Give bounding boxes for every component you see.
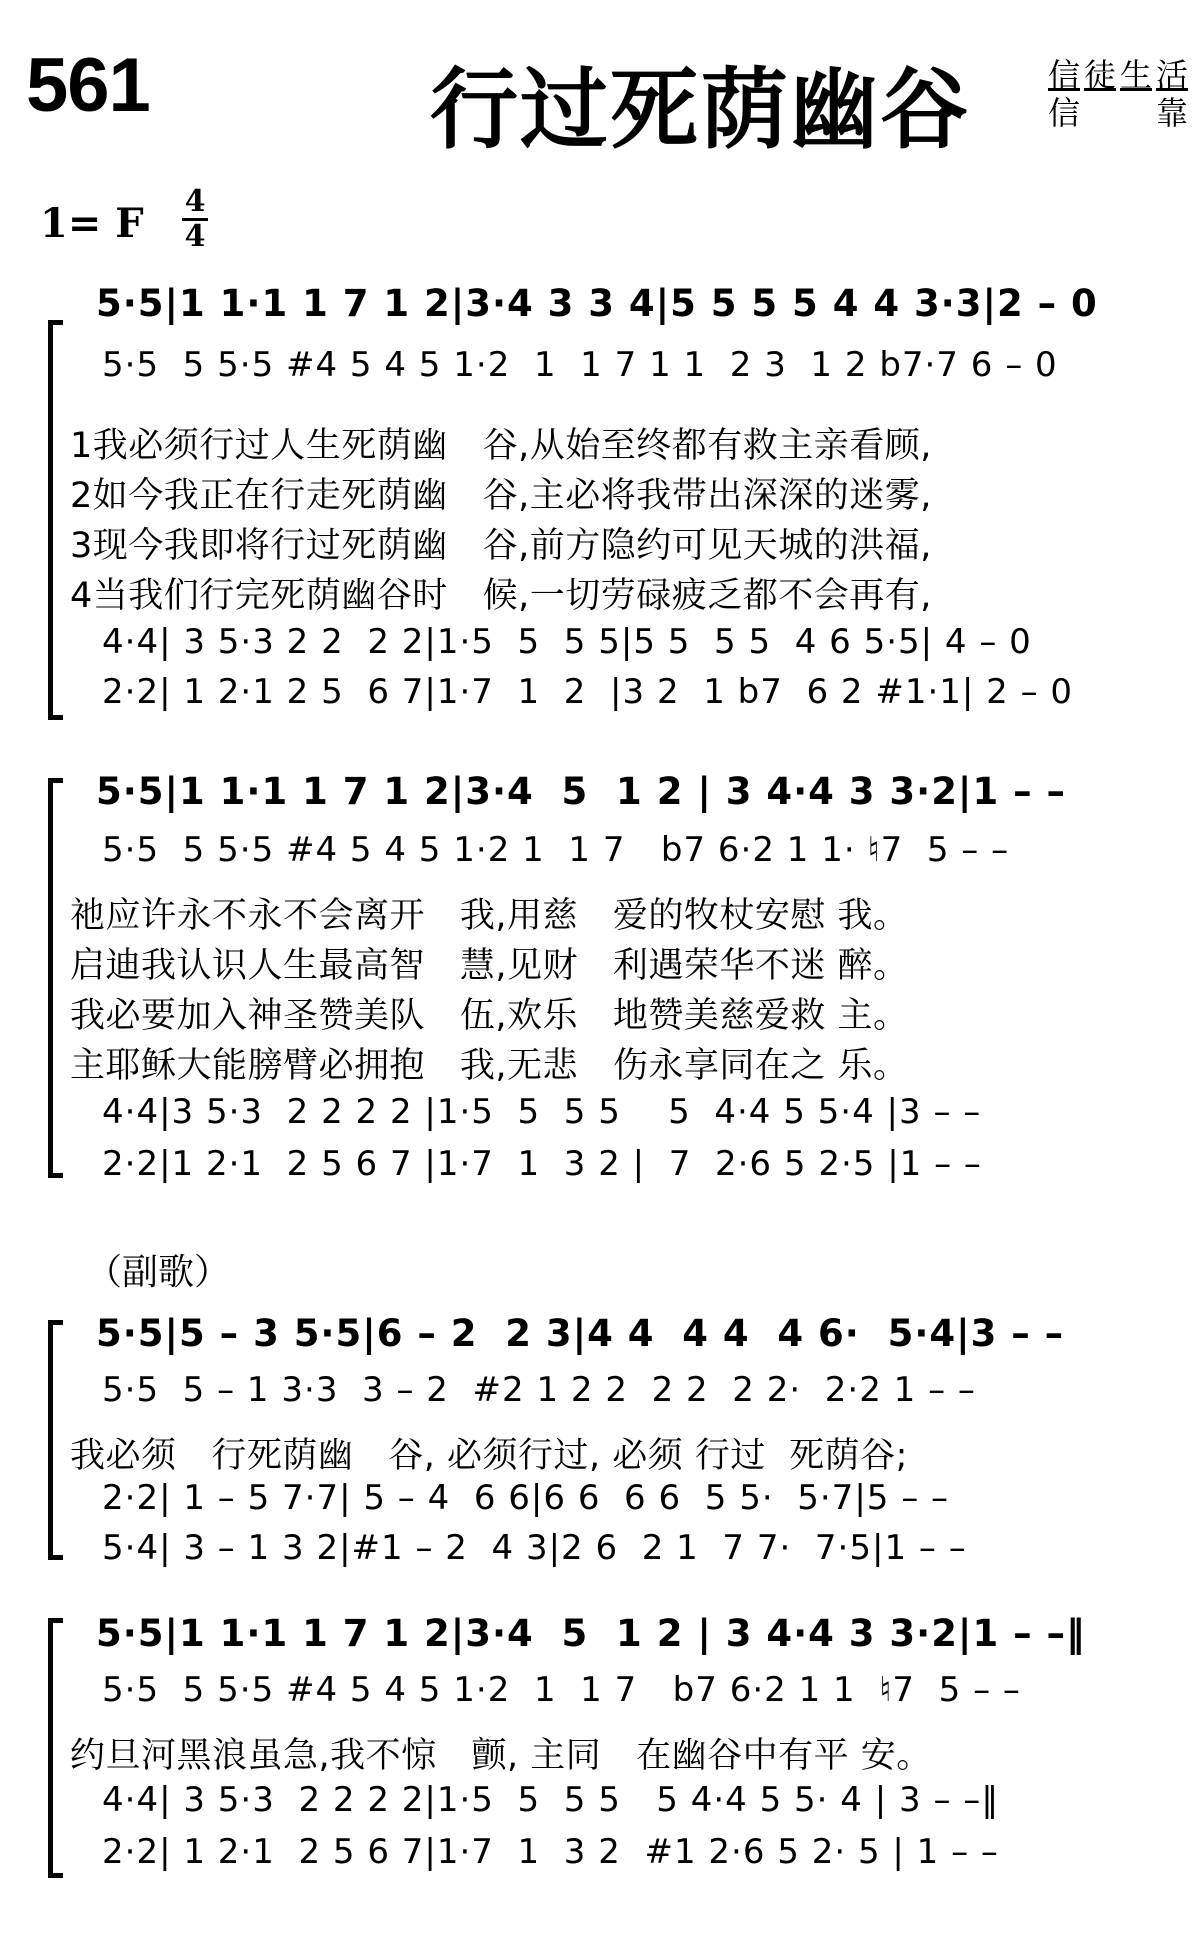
tenor-line: 4·4| 3 5·3 2 2 2 2|1·5 5 5 5 5 4·4 5 5· 4 | 3 – –‖ <box>102 1780 1000 1820</box>
hymn-number: 561 <box>26 43 150 128</box>
melody-line: 5·5|1 1·1 1 7 1 2|3·4 5 1 2 | 3 4·4 3 3·2|1 – – <box>96 770 1066 813</box>
key-signature: 1= F <box>40 200 144 247</box>
words-credit: 信 徒 生 活 <box>1048 56 1188 94</box>
credits <box>1048 56 1188 132</box>
system-brace <box>48 778 63 1178</box>
lyric-verse-3: 3现今我即将行过死荫幽 谷,前方隐约可见天城的洪福, <box>70 526 932 566</box>
system-brace <box>48 1320 63 1560</box>
system-brace <box>48 320 63 720</box>
melody-line: 5·5|1 1·1 1 7 1 2|3·4 5 1 2 | 3 4·4 3 3·2|1 – –‖ <box>96 1612 1086 1655</box>
lyric-verse-1: 祂应许永不永不会离开 我,用慈 爱的牧杖安慰 我。 <box>70 896 909 936</box>
melody-line: 5·5|1 1·1 1 7 1 2|3·4 3 3 4|5 5 5 5 4 4 3·3|2 – 0 <box>96 282 1098 325</box>
lyric-verse-4: 主耶稣大能膀臂必拥抱 我,无悲 伤永享同在之 乐。 <box>70 1046 909 1086</box>
bass-line: 5·4| 3 – 1 3 2|#1 – 2 4 3|2 6 2 1 7 7· 7·5|1 – – <box>102 1528 967 1568</box>
lyric-verse-1: 1我必须行过人生死荫幽 谷,从始至终都有救主亲看顾, <box>70 426 932 466</box>
bass-line: 2·2|1 2·1 2 5 6 7 |1·7 1 3 2 | 7 2·6 5 2·5 |1 – – <box>102 1144 982 1184</box>
tenor-line: 4·4| 3 5·3 2 2 2 2|1·5 5 5 5|5 5 5 5 4 6 5·5| 4 – 0 <box>102 622 1032 662</box>
bass-line: 2·2| 1 2·1 2 5 6 7|1·7 1 2 |3 2 1 b7 6 2 #1·1| 2 – 0 <box>102 672 1074 712</box>
music-credit: 信 靠 <box>1048 94 1188 132</box>
alto-line: 5·5 5 5·5 #4 5 4 5 1·2 1 1 7 b7 6·2 1 1· ♮7 5 – – <box>102 830 1010 870</box>
lyric-verse-4: 4当我们行完死荫幽谷时 候,一切劳碌疲乏都不会再有, <box>70 576 932 616</box>
melody-line: 5·5|5 – 3 5·5|6 – 2 2 3|4 4 4 4 4 6· 5·4|3 – – <box>96 1312 1065 1355</box>
alto-line: 5·5 5 5·5 #4 5 4 5 1·2 1 1 7 1 1 2 3 1 2 b7·7 6 – 0 <box>102 345 1058 385</box>
lyric-verse-2: 2如今我正在行走死荫幽 谷,主必将我带出深深的迷雾, <box>70 476 932 516</box>
lyric-verse-2: 启迪我认识人生最高智 慧,见财 利遇荣华不迷 醉。 <box>70 946 909 986</box>
lyric-chorus: 我必须 行死荫幽 谷, 必须行过, 必须 行过 死荫谷; <box>70 1436 908 1476</box>
alto-line: 5·5 5 – 1 3·3 3 – 2 #2 1 2 2 2 2 2 2· 2·2 1 – – <box>102 1370 976 1410</box>
lyric-chorus-end: 约旦河黑浪虽急,我不惊 颤, 主同 在幽谷中有平 安。 <box>70 1736 932 1776</box>
alto-line: 5·5 5 5·5 #4 5 4 5 1·2 1 1 7 b7 6·2 1 1 ♮7 5 – – <box>102 1670 1021 1710</box>
hymn-title: 行过死荫幽谷 <box>430 58 971 161</box>
chorus-label: （副歌） <box>86 1252 231 1293</box>
tenor-line: 4·4|3 5·3 2 2 2 2 |1·5 5 5 5 5 4·4 5 5·4 |3 – – <box>102 1092 982 1132</box>
bass-line: 2·2| 1 2·1 2 5 6 7|1·7 1 3 2 #1 2·6 5 2· 5 | 1 – – <box>102 1832 999 1872</box>
tenor-line: 2·2| 1 – 5 7·7| 5 – 4 6 6|6 6 6 6 5 5· 5·7|5 – – <box>102 1478 950 1518</box>
lyric-verse-3: 我必要加入神圣赞美队 伍,欢乐 地赞美慈爱救 主。 <box>70 996 909 1036</box>
system-brace <box>48 1618 63 1878</box>
time-signature: 4 4 <box>182 186 208 253</box>
